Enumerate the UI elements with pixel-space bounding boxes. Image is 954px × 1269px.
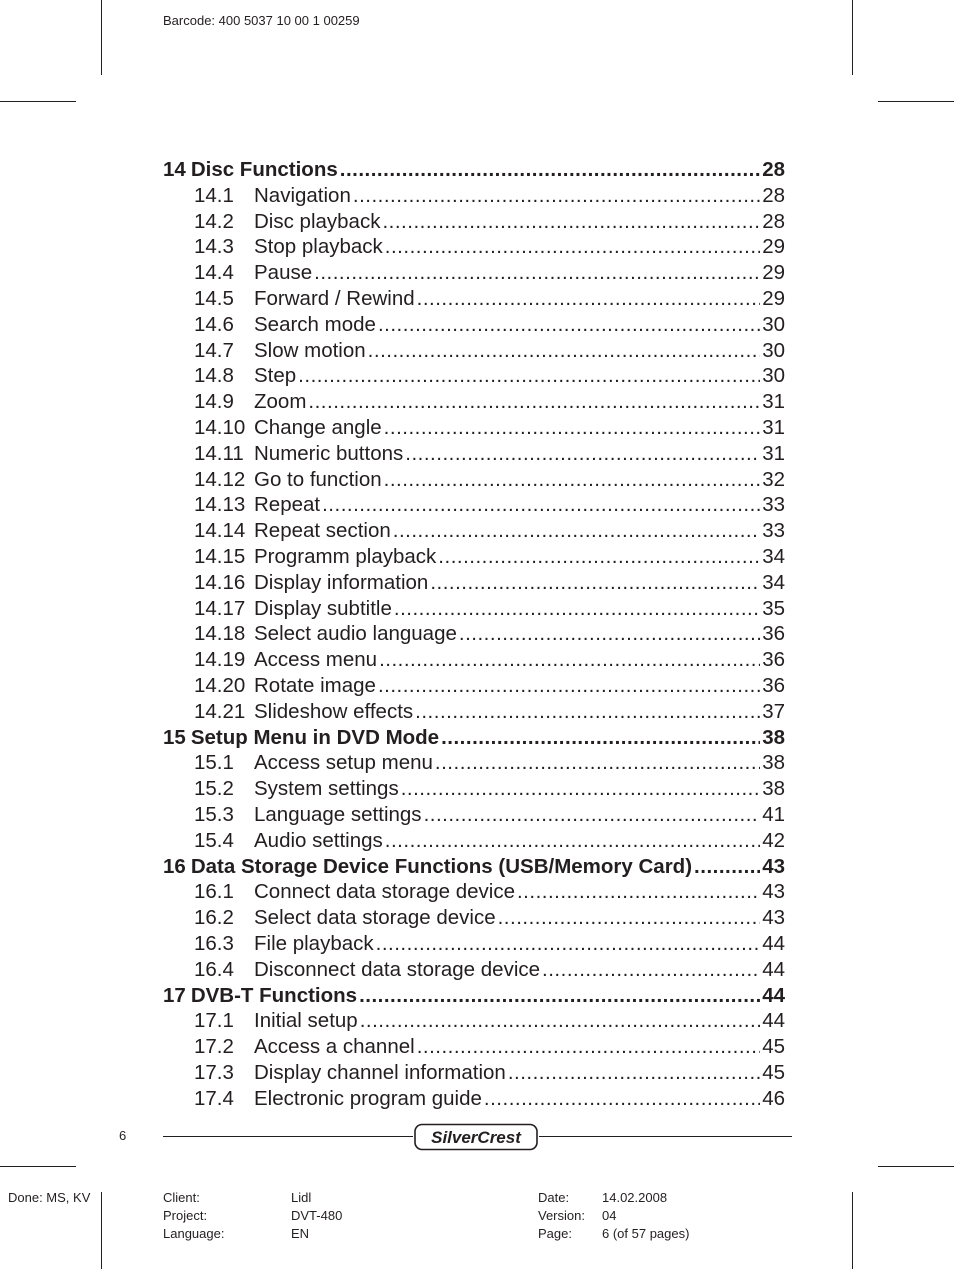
- toc-entry-number: 15.1: [194, 751, 234, 775]
- toc-entry-title: Access menu: [254, 648, 378, 672]
- toc-entry-number: 16: [163, 854, 186, 878]
- toc-dot-leader: [393, 518, 760, 544]
- toc-dot-leader: [508, 1060, 760, 1086]
- toc-entry-page: 33: [762, 519, 785, 543]
- toc-entry-number: 16.4: [194, 957, 234, 981]
- toc-entry-page: 38: [762, 751, 785, 775]
- toc-entry-title: Select audio language: [254, 622, 457, 646]
- toc-entry-number: 14.19: [194, 648, 246, 672]
- page-label: Page:: [538, 1226, 572, 1241]
- crop-mark: [0, 101, 76, 102]
- toc-entry-title: System settings: [254, 777, 399, 801]
- toc-entry-number: 14.4: [194, 261, 234, 285]
- toc-entry-page: 28: [762, 158, 785, 181]
- toc-entry-title: Slideshow effects: [254, 699, 414, 723]
- toc-entry-page: 31: [762, 441, 785, 465]
- toc-entry-page: 37: [762, 699, 785, 723]
- toc-entry-page: 42: [762, 828, 785, 852]
- meta-values-left: [291, 1189, 342, 1243]
- crop-mark: [852, 1192, 853, 1269]
- toc-entry-number: 14.20: [194, 673, 246, 697]
- language-value: EN: [291, 1226, 310, 1241]
- toc-entry-title: Data Storage Device Functions (USB/Memory Card): [190, 854, 693, 878]
- toc-entry-number: 14.18: [194, 622, 246, 646]
- toc-entry-number: 15.4: [194, 828, 234, 852]
- toc-entry-title: Repeat: [254, 493, 321, 517]
- toc-entry-page: 44: [762, 931, 785, 955]
- toc-entry-title: Rotate image: [254, 673, 376, 697]
- toc-entry-title: Programm playback: [254, 544, 437, 568]
- toc-dot-leader: [322, 492, 760, 518]
- toc-section-entry: [163, 1086, 785, 1112]
- version-value: 04: [602, 1208, 617, 1223]
- project-value: DVT-480: [291, 1208, 343, 1223]
- meta-labels-left: [163, 1189, 224, 1243]
- toc-entry-title: Stop playback: [254, 235, 383, 259]
- toc-entry-number: 14.9: [194, 390, 234, 414]
- toc-entry-page: 38: [762, 777, 785, 801]
- toc-dot-leader: [417, 1034, 761, 1060]
- toc-entry-page: 30: [762, 364, 785, 388]
- logo-text: SilverCrest: [431, 1128, 521, 1147]
- toc-dot-leader: [384, 467, 761, 493]
- toc-entry-page: 45: [762, 1060, 785, 1084]
- toc-section-entry: [163, 260, 785, 286]
- toc-section-entry: [163, 905, 785, 931]
- toc-section-entry: [163, 776, 785, 802]
- toc-section-entry: [163, 338, 785, 364]
- toc-entry-title: Display channel information: [254, 1060, 506, 1084]
- toc-entry-number: 14.11: [194, 441, 244, 465]
- date-label: Date:: [538, 1190, 570, 1205]
- toc-section-entry: [163, 957, 785, 983]
- toc-entry-number: 14.16: [194, 570, 246, 594]
- toc-entry-title: Access a channel: [254, 1035, 415, 1059]
- toc-entry-page: 38: [762, 725, 785, 749]
- toc-dot-leader: [378, 312, 760, 338]
- toc-dot-leader: [459, 621, 760, 647]
- project-label: Project:: [163, 1208, 208, 1223]
- toc-section-entry: [163, 467, 785, 493]
- toc-entry-page: 44: [762, 957, 785, 981]
- page-value: 6 (of 57 pages): [602, 1226, 690, 1241]
- toc-entry-title: Go to function: [254, 467, 382, 491]
- toc-section-entry: [163, 389, 785, 415]
- toc-entry-page: 31: [762, 415, 785, 439]
- toc-dot-leader: [542, 957, 760, 983]
- toc-dot-leader: [368, 338, 761, 364]
- toc-dot-leader: [435, 750, 760, 776]
- toc-chapter-entry: [163, 854, 785, 880]
- toc-dot-leader: [298, 363, 760, 389]
- toc-section-entry: [163, 492, 785, 518]
- toc-entry-title: Numeric buttons: [254, 441, 404, 465]
- meta-values-right: [602, 1189, 689, 1243]
- toc-dot-leader: [353, 183, 760, 209]
- toc-entry-title: Access setup menu: [254, 751, 433, 775]
- toc-dot-leader: [385, 828, 760, 854]
- toc-entry-title: Disconnect data storage device: [254, 957, 541, 981]
- barcode-text: Barcode: 400 5037 10 00 1 00259: [163, 13, 360, 28]
- toc-entry-title: Initial setup: [254, 1009, 358, 1033]
- toc-entry-page: 45: [762, 1035, 785, 1059]
- toc-dot-leader: [430, 570, 760, 596]
- toc-chapter-entry: [163, 983, 785, 1009]
- toc-entry-number: 17: [163, 983, 186, 1007]
- toc-entry-title: Display subtitle: [254, 596, 392, 620]
- toc-entry-title: Connect data storage device: [254, 880, 515, 904]
- toc-entry-title: Slow motion: [254, 338, 366, 362]
- toc-section-entry: [163, 570, 785, 596]
- toc-entry-number: 15: [163, 725, 186, 749]
- toc-entry-number: 14.17: [194, 596, 246, 620]
- toc-section-entry: [163, 312, 785, 338]
- toc-entry-page: 28: [762, 183, 785, 207]
- toc-section-entry: [163, 596, 785, 622]
- toc-section-entry: [163, 518, 785, 544]
- toc-entry-number: 14: [163, 158, 186, 181]
- toc-entry-page: 44: [762, 983, 785, 1007]
- toc-dot-leader: [415, 699, 760, 725]
- toc-dot-leader: [379, 647, 760, 673]
- toc-dot-leader: [405, 441, 760, 467]
- toc-entry-page: 35: [762, 596, 785, 620]
- toc-entry-number: 14.14: [194, 519, 246, 543]
- toc-dot-leader: [517, 879, 760, 905]
- toc-dot-leader: [385, 234, 760, 260]
- toc-entry-page: 36: [762, 648, 785, 672]
- toc-entry-page: 43: [762, 906, 785, 930]
- toc-dot-leader: [378, 673, 760, 699]
- toc-entry-title: Disc playback: [254, 209, 381, 233]
- toc-dot-leader: [340, 157, 760, 183]
- toc-entry-number: 17.4: [194, 1086, 234, 1110]
- toc-entry-page: 36: [762, 673, 785, 697]
- toc-entry-page: 29: [762, 235, 785, 259]
- toc-entry-page: 31: [762, 390, 785, 414]
- toc-entry-number: 14.2: [194, 209, 234, 233]
- toc-section-entry: [163, 621, 785, 647]
- client-value: Lidl: [291, 1190, 312, 1205]
- footer-rule-left: [163, 1136, 413, 1137]
- toc-section-entry: [163, 183, 785, 209]
- toc-entry-number: 14.15: [194, 544, 246, 568]
- toc-section-entry: [163, 931, 785, 957]
- meta-labels-right: [538, 1189, 585, 1243]
- toc-section-entry: [163, 441, 785, 467]
- toc-entry-title: Display information: [254, 570, 429, 594]
- crop-mark: [0, 1166, 76, 1167]
- toc-section-entry: [163, 673, 785, 699]
- toc-dot-leader: [694, 854, 760, 880]
- toc-section-entry: [163, 234, 785, 260]
- toc-section-entry: [163, 209, 785, 235]
- toc-entry-title: Zoom: [254, 390, 307, 414]
- toc-entry-title: Search mode: [254, 312, 376, 336]
- toc-section-entry: [163, 286, 785, 312]
- toc-entry-page: 32: [762, 467, 785, 491]
- toc-dot-leader: [382, 209, 760, 235]
- toc-section-entry: [163, 1008, 785, 1034]
- silvercrest-logo: [413, 1123, 539, 1151]
- toc-entry-page: 36: [762, 622, 785, 646]
- toc-section-entry: [163, 879, 785, 905]
- toc-entry-page: 33: [762, 493, 785, 517]
- done-by: Done: MS, KV: [8, 1190, 91, 1205]
- toc-entry-page: 34: [762, 570, 785, 594]
- page-number: 6: [119, 1128, 127, 1143]
- toc-entry-title: Audio settings: [254, 828, 383, 852]
- toc-entry-number: 16.2: [194, 906, 234, 930]
- toc-entry-title: Electronic program guide: [254, 1086, 482, 1110]
- toc-section-entry: [163, 1034, 785, 1060]
- toc-entry-page: 30: [762, 312, 785, 336]
- toc-dot-leader: [441, 725, 760, 751]
- toc-dot-leader: [376, 931, 761, 957]
- toc-entry-page: 43: [762, 880, 785, 904]
- toc-section-entry: [163, 415, 785, 441]
- toc-section-entry: [163, 1060, 785, 1086]
- toc-dot-leader: [394, 596, 760, 622]
- toc-entry-number: 14.12: [194, 467, 246, 491]
- toc-entry-page: 46: [762, 1086, 785, 1110]
- toc-dot-leader: [308, 389, 760, 415]
- version-label: Version:: [538, 1208, 585, 1223]
- toc-chapter-entry: [163, 725, 785, 751]
- crop-mark: [101, 0, 102, 75]
- toc-entry-page: 34: [762, 544, 785, 568]
- toc-dot-leader: [360, 1008, 760, 1034]
- toc-entry-page: 30: [762, 338, 785, 362]
- toc-entry-page: 28: [762, 209, 785, 233]
- language-label: Language:: [163, 1226, 225, 1241]
- toc-entry-title: Language settings: [254, 802, 422, 826]
- toc-entry-number: 16.3: [194, 931, 234, 955]
- toc-entry-title: Pause: [254, 261, 313, 285]
- toc-entry-number: 14.10: [194, 415, 246, 439]
- toc-entry-title: Change angle: [254, 415, 382, 439]
- crop-mark: [878, 1166, 954, 1167]
- toc-dot-leader: [401, 776, 760, 802]
- toc-entry-number: 17.2: [194, 1035, 234, 1059]
- toc-entry-page: 29: [762, 286, 785, 310]
- toc-entry-title: File playback: [254, 931, 374, 955]
- toc-entry-title: Repeat section: [254, 519, 391, 543]
- toc-entry-title: Forward / Rewind: [254, 286, 415, 310]
- toc-chapter-entry: [163, 157, 785, 183]
- toc-entry-title: Setup Menu in DVD Mode: [190, 725, 440, 749]
- toc-entry-title: Navigation: [254, 183, 351, 207]
- toc-entry-number: 17.3: [194, 1060, 234, 1084]
- crop-mark: [101, 1192, 102, 1269]
- toc-entry-number: 14.8: [194, 364, 234, 388]
- toc-entry-number: 14.21: [194, 699, 246, 723]
- toc-entry-title: Step: [254, 364, 297, 388]
- crop-mark: [852, 0, 853, 75]
- toc-entry-title: DVB-T Functions: [190, 983, 358, 1007]
- toc-entry-number: 16.1: [194, 880, 234, 904]
- toc-entry-page: 29: [762, 261, 785, 285]
- toc-section-entry: [163, 544, 785, 570]
- toc-entry-number: 14.13: [194, 493, 246, 517]
- toc-entry-number: 15.2: [194, 777, 234, 801]
- toc-entry-number: 14.3: [194, 235, 234, 259]
- crop-mark: [878, 101, 954, 102]
- toc-section-entry: [163, 750, 785, 776]
- toc-entry-number: 14.1: [194, 183, 234, 207]
- toc-entry-page: 43: [762, 854, 785, 878]
- toc-entry-number: 17.1: [194, 1009, 234, 1033]
- toc-dot-leader: [359, 983, 760, 1009]
- toc-entry-title: Disc Functions: [190, 158, 338, 181]
- table-of-contents: [163, 157, 785, 1111]
- date-value: 14.02.2008: [602, 1190, 668, 1205]
- toc-entry-page: 41: [762, 802, 785, 826]
- toc-entry-number: 14.6: [194, 312, 234, 336]
- toc-dot-leader: [438, 544, 760, 570]
- toc-entry-number: 14.7: [194, 338, 234, 362]
- toc-dot-leader: [384, 415, 761, 441]
- toc-dot-leader: [424, 802, 761, 828]
- toc-dot-leader: [484, 1086, 760, 1112]
- toc-section-entry: [163, 363, 785, 389]
- toc-entry-page: 44: [762, 1009, 785, 1033]
- toc-section-entry: [163, 802, 785, 828]
- toc-section-entry: [163, 699, 785, 725]
- footer-rule-right: [539, 1136, 792, 1137]
- toc-dot-leader: [498, 905, 761, 931]
- client-label: Client:: [163, 1190, 200, 1205]
- toc-section-entry: [163, 828, 785, 854]
- toc-section-entry: [163, 647, 785, 673]
- toc-dot-leader: [417, 286, 761, 312]
- toc-dot-leader: [314, 260, 760, 286]
- toc-entry-number: 15.3: [194, 802, 234, 826]
- toc-entry-title: Select data storage device: [254, 906, 496, 930]
- toc-entry-number: 14.5: [194, 286, 234, 310]
